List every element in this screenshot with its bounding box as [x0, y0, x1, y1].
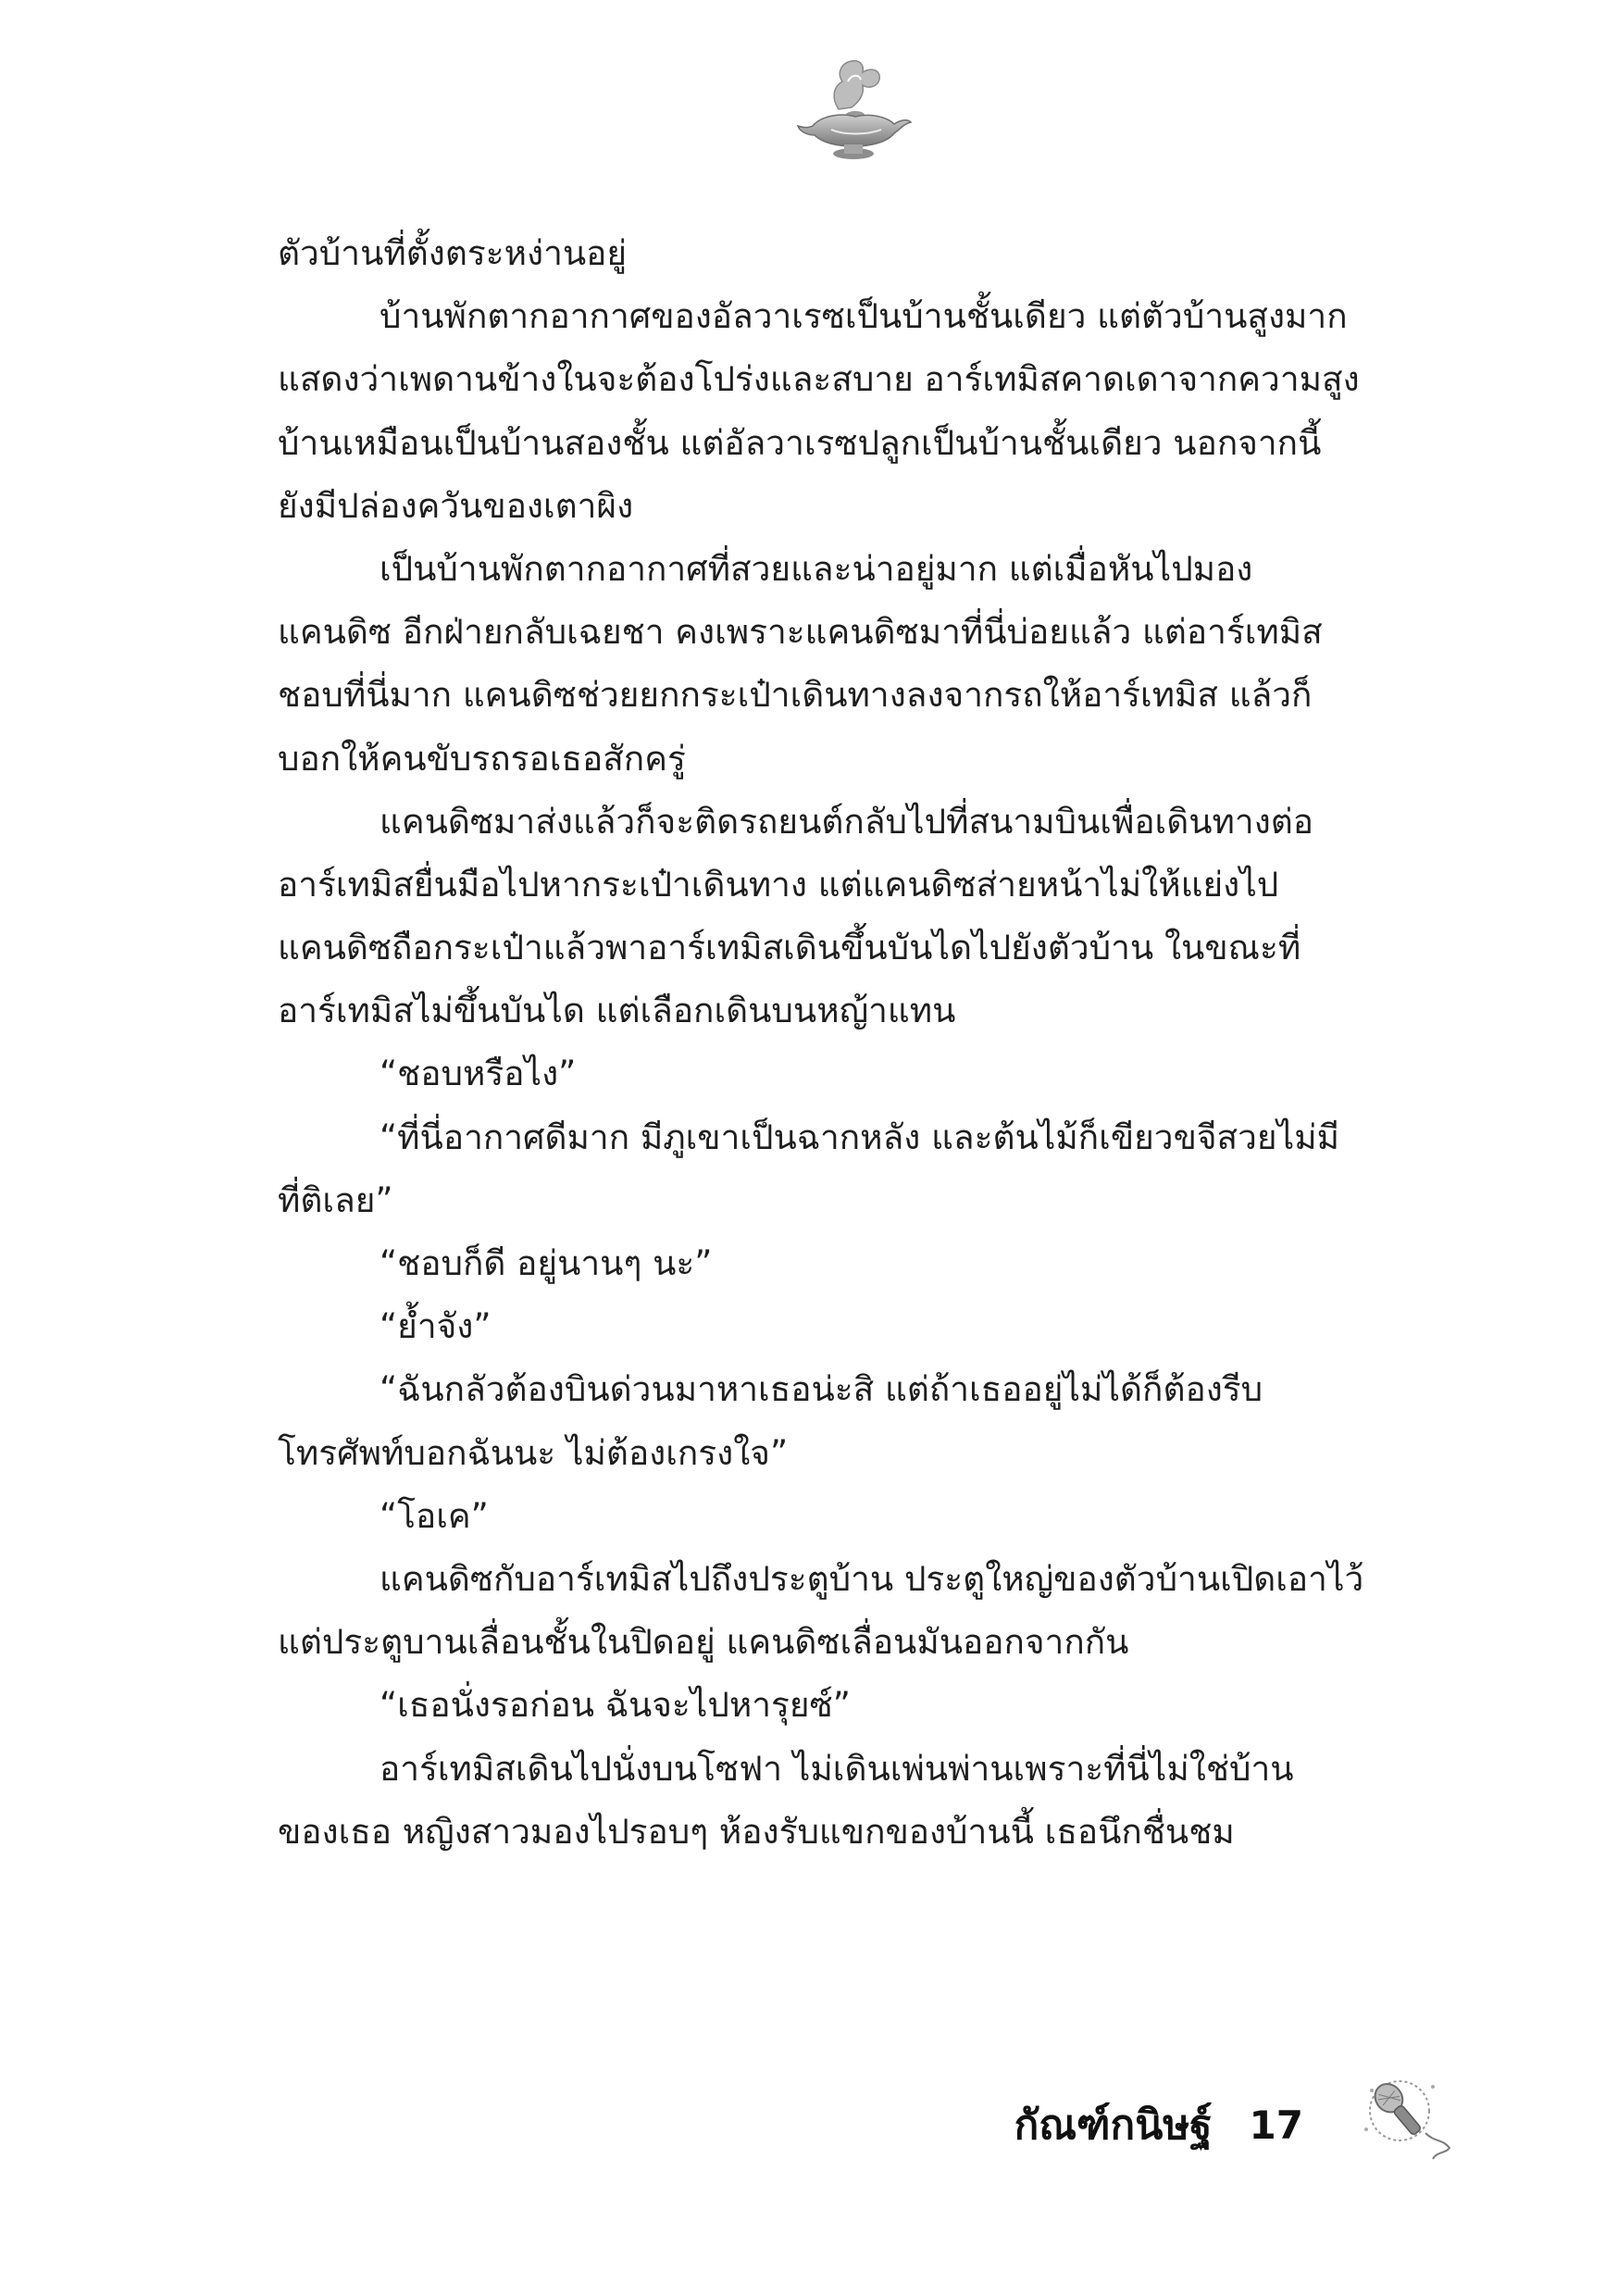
text-line: ชอบที่นี่มาก แคนดิซช่วยยกกระเป๋าเดินทางลงจากรถให้อาร์เทมิส แล้วก็ [278, 675, 1313, 716]
genie-lamp-icon [794, 54, 915, 165]
text-line: ที่ติเลย” [278, 1179, 393, 1220]
text-line: อาร์เทมิสไม่ขึ้นบันได แต่เลือกเดินบนหญ้าแทน [278, 991, 956, 1031]
text-line: แคนดิซกับอาร์เทมิสไปถึงประตูบ้าน ประตูใหญ่ของตัวบ้านเปิดเอาไว้ [380, 1558, 1364, 1599]
text-line: บอกให้คนขับรถรอเธอสักครู่ [278, 738, 686, 779]
page-footer [1014, 2088, 1303, 2162]
text-line: บ้านพักตากอากาศของอัลวาเรซเป็นบ้านชั้นเดียว แต่ตัวบ้านสูงมาก [380, 296, 1348, 337]
text-line: “โอเค” [380, 1495, 489, 1536]
text-line: โทรศัพท์บอกฉันนะ ไม่ต้องเกรงใจ” [278, 1432, 789, 1473]
microphone-icon [1353, 2074, 1455, 2166]
text-line: “ย้ำจัง” [380, 1306, 492, 1347]
book-title: กัณฑ์กนิษฐ์ [1014, 2102, 1213, 2149]
text-line: แต่ประตูบานเลื่อนชั้นในปิดอยู่ แคนดิซเลื่อนมันออกจากกัน [278, 1622, 1129, 1663]
text-line: แคนดิซมาส่งแล้วก็จะติดรถยนต์กลับไปที่สนามบินเพื่อเดินทางต่อ [380, 801, 1314, 842]
text-line: อาร์เทมิสเดินไปนั่งบนโซฟา ไม่เดินเพ่นพ่านเพราะที่นี่ไม่ใช่บ้าน [380, 1748, 1294, 1789]
text-line: แสดงว่าเพดานข้างในจะต้องโปร่งและสบาย อาร์เทมิสคาดเดาจากความสูง [278, 359, 1360, 400]
page-number: 17 [1249, 2102, 1303, 2148]
text-line: เป็นบ้านพักตากอากาศที่สวยและน่าอยู่มาก แต่เมื่อหันไปมอง [380, 548, 1253, 589]
text-line: “ฉันกลัวต้องบินด่วนมาหาเธอน่ะสิ แต่ถ้าเธออยู่ไม่ได้ก็ต้องรีบ [380, 1369, 1263, 1410]
text-line: แคนดิซถือกระเป๋าแล้วพาอาร์เทมิสเดินขึ้นบันไดไปยังตัวบ้าน ในขณะที่ [278, 928, 1301, 968]
text-line: อาร์เทมิสยื่นมือไปหากระเป๋าเดินทาง แต่แคนดิซส่ายหน้าไม่ให้แย่งไป [278, 864, 1279, 905]
text-line: ของเธอ หญิงสาวมองไปรอบๆ ห้องรับแขกของบ้านนี้ เธอนึกชื่นชม [278, 1811, 1235, 1852]
text-line: ตัวบ้านที่ตั้งตระหง่านอยู่ [278, 233, 628, 273]
text-line: “ชอบหรือไง” [380, 1054, 577, 1094]
text-line: บ้านเหมือนเป็นบ้านสองชั้น แต่อัลวาเรซปลูกเป็นบ้านชั้นเดียว นอกจากนี้ [278, 422, 1322, 463]
text-line: แคนดิซ อีกฝ่ายกลับเฉยชา คงเพราะแคนดิซมาที่นี่บ่อยแล้ว แต่อาร์เทมิส [278, 612, 1323, 653]
text-line: “ที่นี่อากาศดีมาก มีภูเขาเป็นฉากหลัง และต้นไม้ก็เขียวขจีสวยไม่มี [380, 1117, 1339, 1157]
text-line: “ชอบก็ดี อยู่นานๆ นะ” [380, 1243, 713, 1283]
page-body [0, 222, 1618, 1864]
text-line: “เธอนั่งรอก่อน ฉันจะไปหารุยซ์” [380, 1685, 851, 1726]
text-line: ยังมีปล่องควันของเตาผิง [278, 485, 634, 526]
